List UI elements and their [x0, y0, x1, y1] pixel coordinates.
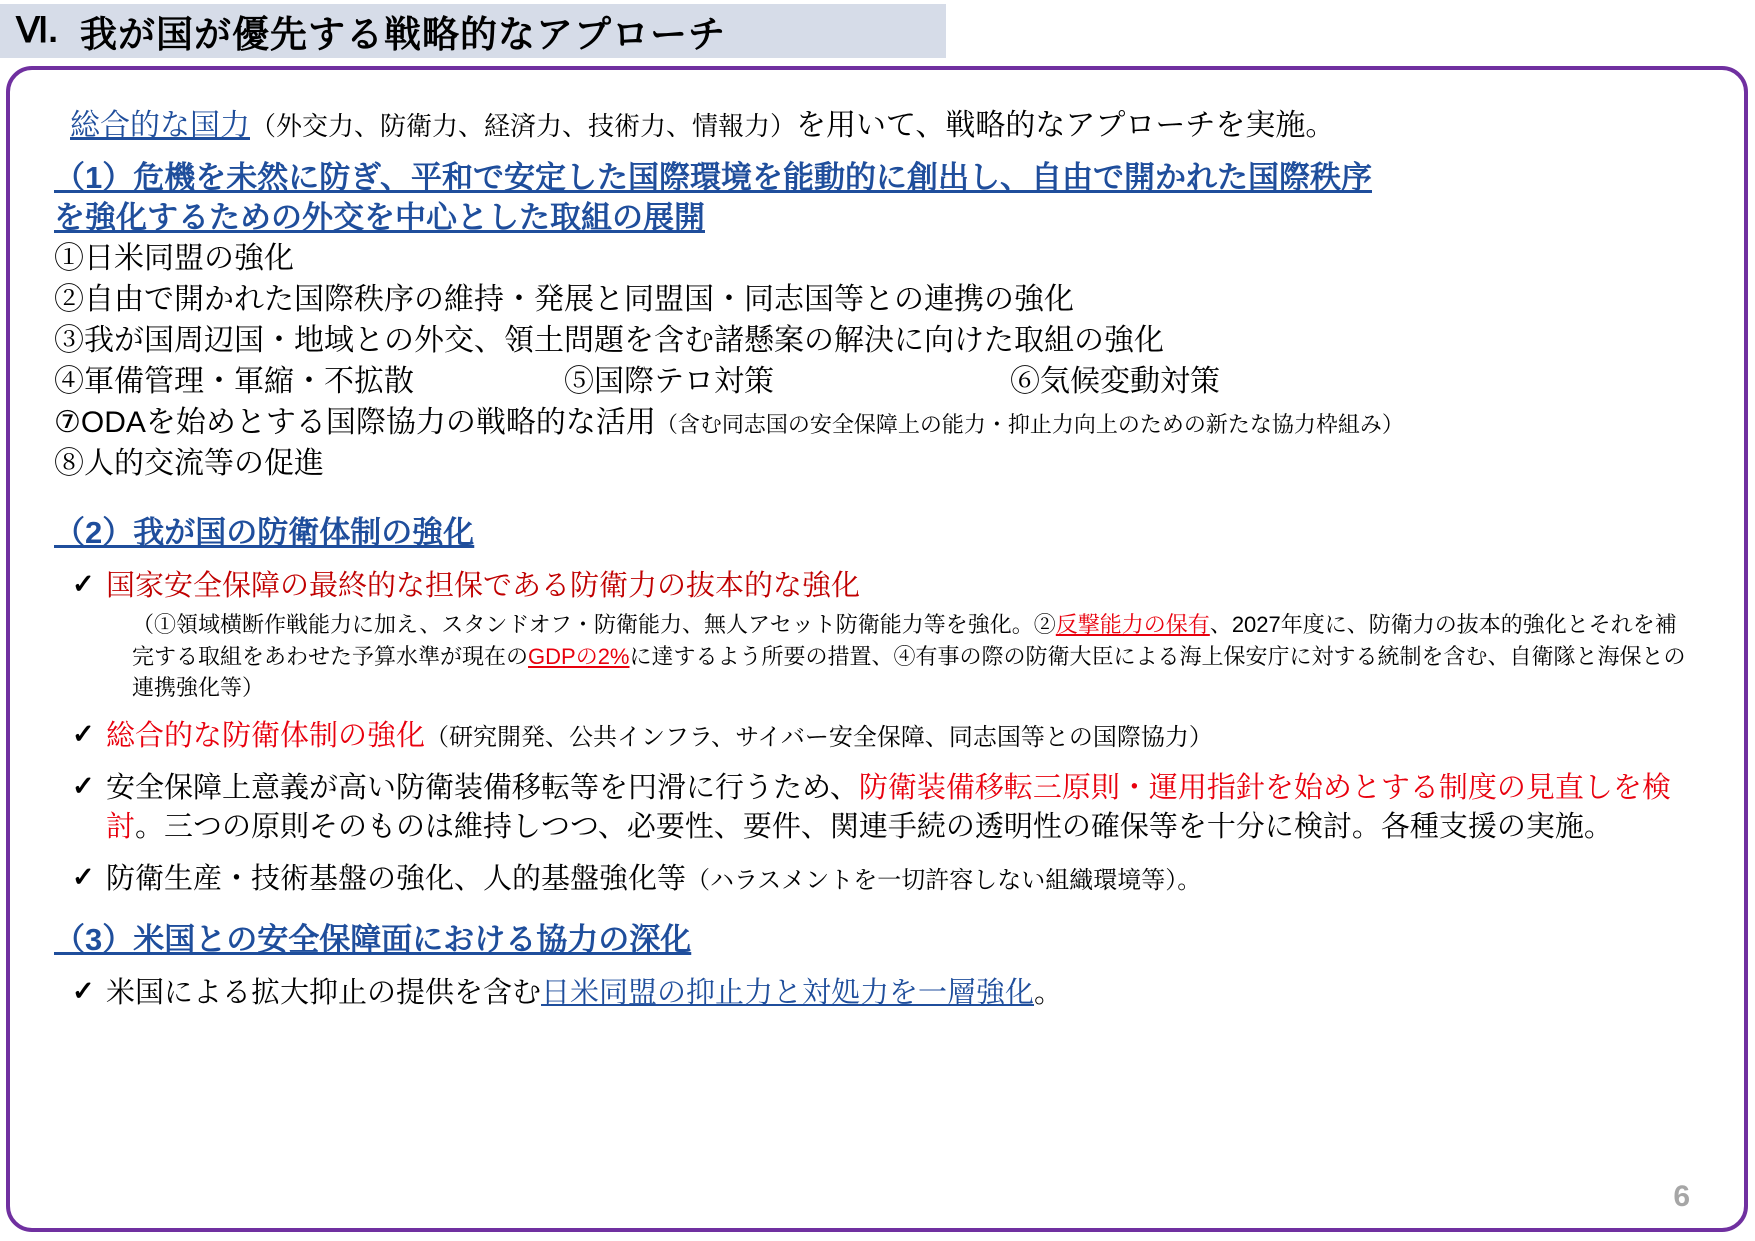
note-part-a: （①領域横断作戦能力に加え、スタンドオフ・防衛能力、無人アセット防衛能力等を強化。②	[132, 612, 1056, 638]
section-3-check-1-b: 。	[1034, 976, 1064, 1009]
lead-underlined-term: 総合的な国力	[70, 109, 250, 142]
note-part-counterstrike: 反撃能力の保有	[1055, 612, 1210, 638]
section-1-item-7-note: （含む同志国の安全保障上の能力・抑止力向上のための新たな協力枠組み）	[655, 412, 1404, 438]
section-2-check-1	[72, 567, 1726, 605]
note-part-c: 、2027年度に、防衛力の抜本的強化とそれを補完する取組をあわせた予算水準が現在の	[132, 612, 1677, 669]
section-2-check-1-text: 国家安全保障の最終的な担保である防衛力の抜本的な強化	[106, 570, 861, 603]
content-panel	[6, 66, 1748, 1232]
section-2-check-4	[72, 860, 1726, 898]
section-3-check-1-a: 米国による拡大抑止の提供を含む	[106, 976, 542, 1009]
section-1-item-1: ①日米同盟の強化	[54, 242, 294, 276]
list-item	[54, 239, 1726, 278]
list-item	[54, 321, 1726, 360]
section-1-heading-line2: を強化するための外交を中心とした取組の展開	[54, 199, 705, 235]
lead-parenthetical: （外交力、防衛力、経済力、技術力、情報力）	[250, 111, 797, 141]
page-number: 6	[1673, 1180, 1690, 1213]
lead-paragraph	[70, 100, 1726, 144]
section-1-item-6: ⑥気候変動対策	[1010, 365, 1220, 399]
section-3-check-1-blue: 日米同盟の抑止力と対処力を一層強化	[541, 976, 1035, 1009]
section-2-check-3-a: 安全保障上意義が高い防衛装備移転等を円滑に行うため、	[106, 772, 859, 805]
section-1-item-2: ②自由で開かれた国際秩序の維持・発展と同盟国・同志国等との連携の強化	[54, 283, 1074, 317]
section-3-check-1	[72, 974, 1726, 1012]
list-item	[54, 280, 1726, 319]
section-2-check-3	[72, 769, 1716, 846]
section-2-check-4-note: （ハラスメントを一切許容しない組織環境等）。	[686, 866, 1202, 894]
section-2-check-4-text: 防衛生産・技術基盤の強化、人的基盤強化等	[106, 862, 687, 895]
section-2-check-2-red: 総合的な防衛体制の強化	[106, 719, 426, 752]
section-2-check-3-b: 。三つの原則そのものは維持しつつ、必要性、要件、関連手続の透明性の確保等を十分に検討。各種支援の実施。	[135, 810, 1613, 843]
lead-rest: を用いて、戦略的なアプローチを実施。	[796, 109, 1336, 142]
section-1-heading-line1: （1）危機を未然に防ぎ、平和で安定した国際環境を能動的に創出し、自由で開かれた国際秩序	[54, 160, 1372, 195]
section-1-item-8: ⑧人的交流等の促進	[54, 447, 324, 481]
note-part-gdp: GDPの2%	[528, 643, 630, 669]
section-2-check-2	[72, 717, 1726, 755]
section-2-check-3-red: 防衛装備移転三原則・運用指針を始めとする制度の見直しを検討	[106, 772, 1671, 843]
list-item	[54, 444, 1726, 483]
list-item	[54, 362, 1726, 401]
section-2-heading: （2）我が国の防衛体制の強化	[54, 515, 475, 551]
list-item	[54, 403, 1726, 442]
section-1-item-7: ⑦ODAを始めとする国際協力の戦略的な活用	[54, 406, 656, 440]
section-2-check-2-black: （研究開発、公共インフラ、サイバー安全保障、同志国等との国際協力）	[425, 723, 1213, 751]
section-1-item-3: ③我が国周辺国・地域との外交、領土問題を含む諸懸案の解決に向けた取組の強化	[54, 324, 1164, 358]
note-part-e: に達するよう所要の措置、④有事の際の防衛大臣による海上保安庁に対する統制を含む、自衛隊と海保との連携強化等）	[132, 643, 1686, 700]
title-number: Ⅵ.	[16, 11, 59, 50]
section-3-heading: （3）米国との安全保障面における協力の深化	[54, 922, 692, 958]
slide-title-bar	[0, 4, 946, 58]
section-1-item-4: ④軍備管理・軍縮・不拡散	[54, 365, 414, 399]
section-1-item-5: ⑤国際テロ対策	[564, 365, 774, 399]
page-title: 我が国が優先する戦略的なアプローチ	[80, 14, 727, 55]
section-1-heading	[54, 158, 1744, 237]
section-2-note-1	[132, 609, 1692, 703]
